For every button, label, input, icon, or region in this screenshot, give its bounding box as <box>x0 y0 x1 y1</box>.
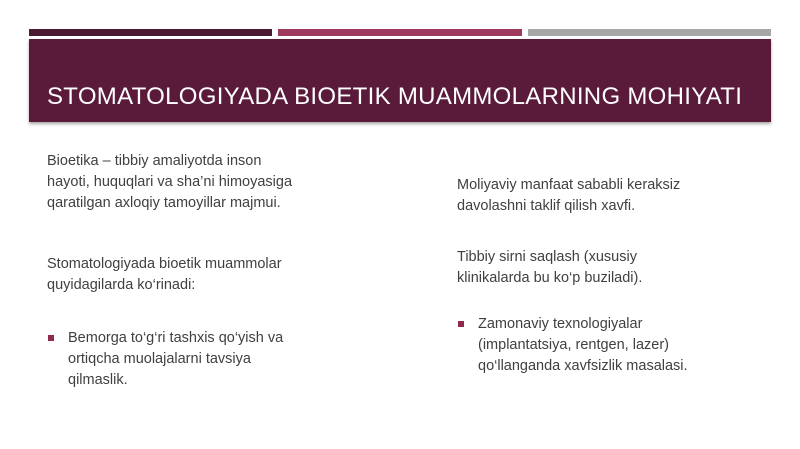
text-line: Zamonaviy texnologiyalar <box>478 316 643 332</box>
right-paragraph-confidentiality <box>457 247 642 289</box>
text-line: Stomatologiyada bioetik muammolar <box>47 256 282 272</box>
accent-stripe-gray <box>528 29 771 36</box>
left-bullet-item <box>48 328 318 391</box>
bullet-text <box>68 328 283 391</box>
text-line: qaratilgan axloqiy tamoyillar majmui. <box>47 195 281 211</box>
title-bar <box>29 39 771 122</box>
text-line: Tibbiy sirni saqlash (xususiy <box>457 249 637 265</box>
text-line: qo‘llanganda xavfsizlik masalasi. <box>478 358 688 374</box>
slide-title: STOMATOLOGIYADA BIOETIK MUAMMOLARNING MOHIYATI <box>47 83 743 110</box>
text-line: quyidagilarda ko‘rinadi: <box>47 277 196 293</box>
text-line: (implantatsiya, rentgen, lazer) <box>478 337 669 353</box>
text-line: Bioetika – tibbiy amaliyotda inson <box>47 153 262 169</box>
square-bullet-icon <box>458 321 464 327</box>
text-line: davolashni taklif qilish xavfi. <box>457 198 636 214</box>
text-line: qilmaslik. <box>68 372 128 388</box>
text-line: Moliyaviy manfaat sababli keraksiz <box>457 177 681 193</box>
right-bullet-item <box>458 314 728 377</box>
left-paragraph-intro <box>47 254 282 296</box>
square-bullet-icon <box>48 335 54 341</box>
right-paragraph-financial <box>457 175 680 217</box>
accent-stripe-magenta <box>278 29 522 36</box>
text-line: hayoti, huquqlari va sha’ni himoyasiga <box>47 174 293 190</box>
text-line: ortiqcha muolajalarni tavsiya <box>68 351 251 367</box>
accent-stripe-dark <box>29 29 272 36</box>
bullet-text <box>478 314 688 377</box>
left-paragraph-definition <box>47 151 292 214</box>
text-line: Bemorga to‘g‘ri tashxis qo‘yish va <box>68 330 284 346</box>
text-line: klinikalarda bu ko‘p buziladi). <box>457 270 643 286</box>
